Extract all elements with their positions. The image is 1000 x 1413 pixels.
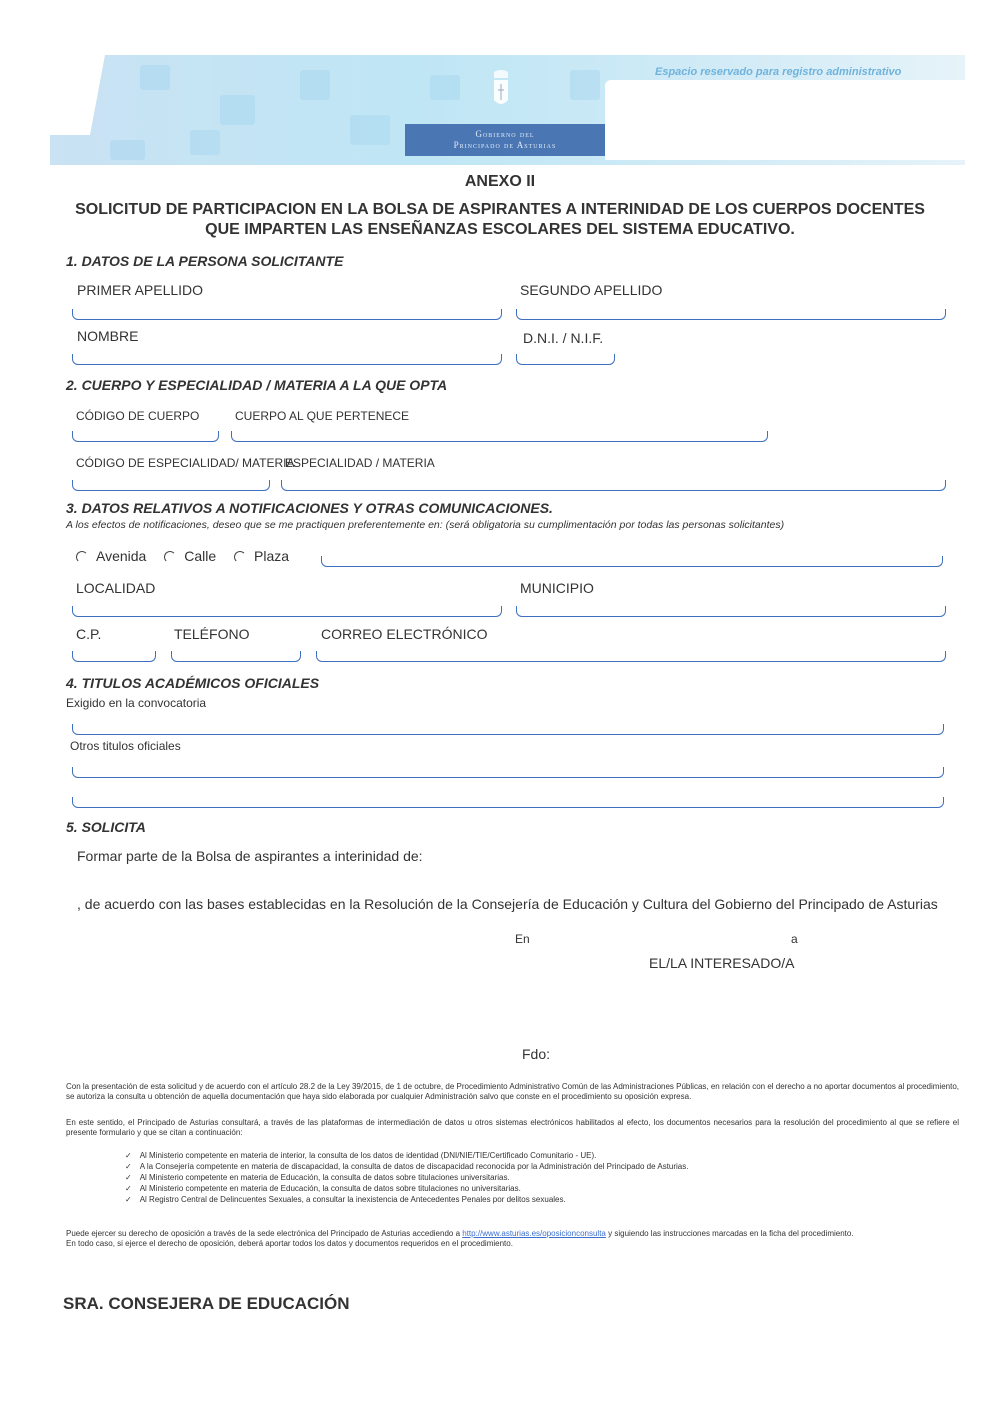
list-item (125, 1172, 688, 1183)
list-item (125, 1161, 688, 1172)
list-item (125, 1194, 688, 1205)
dni-field[interactable] (516, 354, 615, 365)
government-logo (405, 124, 605, 156)
section-3-heading: 3. DATOS RELATIVOS A NOTIFICACIONES Y OTRAS COMUNICACIONES. (66, 500, 553, 516)
list-item-text: Al Ministerio competente en materia de Educación, la consulta de datos sobre titulaciones universitarias. (139, 1173, 510, 1182)
telefono-field[interactable] (171, 651, 301, 662)
opposition-text: Puede ejercer su derecho de oposición a través de la sede electrónica del Principado de Asturias accediendo a (66, 1229, 463, 1238)
exigido-label: Exigido en la convocatoria (66, 696, 207, 710)
correo-label: CORREO ELECTRÓNICO (321, 626, 488, 642)
direccion-field[interactable] (321, 556, 943, 567)
cuerpo-field[interactable] (231, 431, 768, 442)
checkmark-icon: ✓ (125, 1184, 132, 1193)
radio-button-icon[interactable] (164, 551, 176, 563)
form-title-line-1: SOLICITUD DE PARTICIPACION EN LA BOLSA DE ASPIRANTES A INTERINIDAD DE LOS CUERPOS DOCENTES (75, 201, 925, 218)
codigo-especialidad-field[interactable] (72, 480, 270, 491)
checkmark-icon: ✓ (125, 1173, 132, 1182)
form-title-line-2: QUE IMPARTEN LAS ENSEÑANZAS ESCOLARES DEL SISTEMA EDUCATIVO. (205, 221, 795, 238)
checkmark-icon: ✓ (125, 1195, 132, 1204)
section-4-heading: 4. TITULOS ACADÉMICOS OFICIALES (66, 675, 320, 691)
registry-space (605, 80, 965, 160)
section-2-heading: 2. CUERPO Y ESPECIALIDAD / MATERIA A LA QUE OPTA (66, 377, 448, 393)
especialidad-field[interactable] (281, 480, 946, 491)
logo-line-2: Principado de Asturias (453, 140, 557, 150)
legal-paragraph-3 (66, 1229, 966, 1249)
list-item (125, 1150, 688, 1161)
date-a-label: a (791, 932, 798, 946)
via-option-label: Calle (184, 548, 217, 564)
segundo-apellido-label: SEGUNDO APELLIDO (520, 282, 663, 298)
radio-button-icon[interactable] (76, 551, 88, 563)
correo-field[interactable] (316, 651, 946, 662)
place-en-label: En (515, 932, 530, 946)
localidad-field[interactable] (72, 606, 502, 617)
otros-titulos-field-1[interactable] (72, 767, 944, 778)
cp-field[interactable] (72, 651, 156, 662)
section-5-heading: 5. SOLICITA (66, 819, 146, 835)
telefono-label: TELÉFONO (174, 626, 250, 642)
via-option-avenida[interactable] (76, 548, 146, 564)
list-item-text: Al Registro Central de Delincuentes Sexuales, a consultar la inexistencia de Antecedentes Penales por delitos sexuales. (139, 1195, 566, 1204)
primer-apellido-label: PRIMER APELLIDO (77, 282, 204, 298)
notification-note: A los efectos de notificaciones, deseo que se me practiquen preferentemente en: (será obligatoria su cumplimentación por todas las personas solicitantes) (66, 519, 785, 531)
otros-titulos-label: Otros titulos oficiales (70, 739, 181, 753)
opposition-text-end: y siguiendo las instrucciones marcadas en la ficha del procedimiento. (605, 1229, 854, 1238)
codigo-cuerpo-label: CÓDIGO DE CUERPO (76, 409, 200, 423)
bases-text: , de acuerdo con las bases establecidas en la Resolución de la Consejería de Educación y Cultura del Gobierno del Principado de Asturias (77, 896, 938, 912)
form-title (0, 200, 1000, 240)
localidad-label: LOCALIDAD (76, 580, 156, 596)
municipio-label: MUNICIPIO (520, 580, 594, 596)
legal-paragraph-4: En todo caso, si ejerce el derecho de oposición, deberá aportar todos los datos y documentos requeridos en el procedimiento. (66, 1239, 513, 1248)
solicita-text: Formar parte de la Bolsa de aspirantes a interinidad de: (77, 848, 423, 864)
primer-apellido-field[interactable] (72, 309, 502, 320)
asturias-crest-icon (491, 68, 511, 108)
codigo-cuerpo-field[interactable] (72, 431, 219, 442)
section-1-heading: 1. DATOS DE LA PERSONA SOLICITANTE (66, 253, 344, 269)
dni-label: D.N.I. / N.I.F. (523, 330, 604, 346)
signature-fdo-label: Fdo: (522, 1046, 551, 1062)
via-option-label: Avenida (96, 548, 147, 564)
segundo-apellido-field[interactable] (516, 309, 946, 320)
registry-note: Espacio reservado para registro administrativo (655, 66, 902, 78)
nombre-field[interactable] (72, 354, 502, 365)
cuerpo-label: CUERPO AL QUE PERTENECE (235, 409, 410, 423)
logo-line-1: Gobierno del (475, 129, 535, 139)
list-item (125, 1183, 688, 1194)
addressee: SRA. CONSEJERA DE EDUCACIÓN (63, 1294, 350, 1313)
legal-paragraph-2: En este sentido, el Principado de Asturias consultará, a través de las plataformas de intermediación de datos u otros sistemas electrónicos habilitados al efecto, los documentos necesarios para la resolución del procedimiento al que se refiere el presente formulario y que se citan a continuación: (66, 1118, 959, 1137)
otros-titulos-field-2[interactable] (72, 797, 944, 808)
interesado-label: EL/LA INTERESADO/A (649, 955, 795, 971)
checkmark-icon: ✓ (125, 1162, 132, 1171)
annex-title: ANEXO II (464, 173, 536, 190)
checkmark-icon: ✓ (125, 1151, 132, 1160)
via-option-calle[interactable] (164, 548, 216, 564)
codigo-especialidad-label: CÓDIGO DE ESPECIALIDAD/ MATERIA (76, 456, 295, 470)
opposition-link[interactable]: http://www.asturias.es/oposicionconsulta (462, 1229, 606, 1238)
cp-label: C.P. (76, 626, 102, 642)
consulta-list (125, 1150, 688, 1205)
via-option-plaza[interactable] (234, 548, 289, 564)
via-type-radio-group (76, 548, 289, 564)
legal-paragraph-1: Con la presentación de esta solicitud y de acuerdo con el artículo 28.2 de la Ley 39/2015, de 1 de octubre, de Procedimiento Administrativo Común de las Administraciones Públicas, en relación con el derecho a no aportar documentos al procedimiento, se autoriza la consulta u obtención de aquella documentación que haya sido elaborada por cualquier Administración salvo que conste en el procedimiento su oposición expresa. (66, 1082, 959, 1101)
exigido-field[interactable] (72, 724, 944, 735)
municipio-field[interactable] (516, 606, 946, 617)
list-item-text: A la Consejería competente en materia de discapacidad, la consulta de datos de discapacidad reconocida por la Administración del Principado de Asturias. (139, 1162, 689, 1171)
radio-button-icon[interactable] (234, 551, 246, 563)
especialidad-label: ESPECIALIDAD / MATERIA (285, 456, 435, 470)
via-option-label: Plaza (254, 548, 290, 564)
list-item-text: Al Ministerio competente en materia de Educación, la consulta de datos sobre titulaciones no universitarias. (139, 1184, 521, 1193)
list-item-text: Al Ministerio competente en materia de interior, la consulta de los datos de identidad (DNI/NIE/TIE/Certificado Comunitario - UE). (139, 1151, 597, 1160)
nombre-label: NOMBRE (77, 328, 139, 344)
